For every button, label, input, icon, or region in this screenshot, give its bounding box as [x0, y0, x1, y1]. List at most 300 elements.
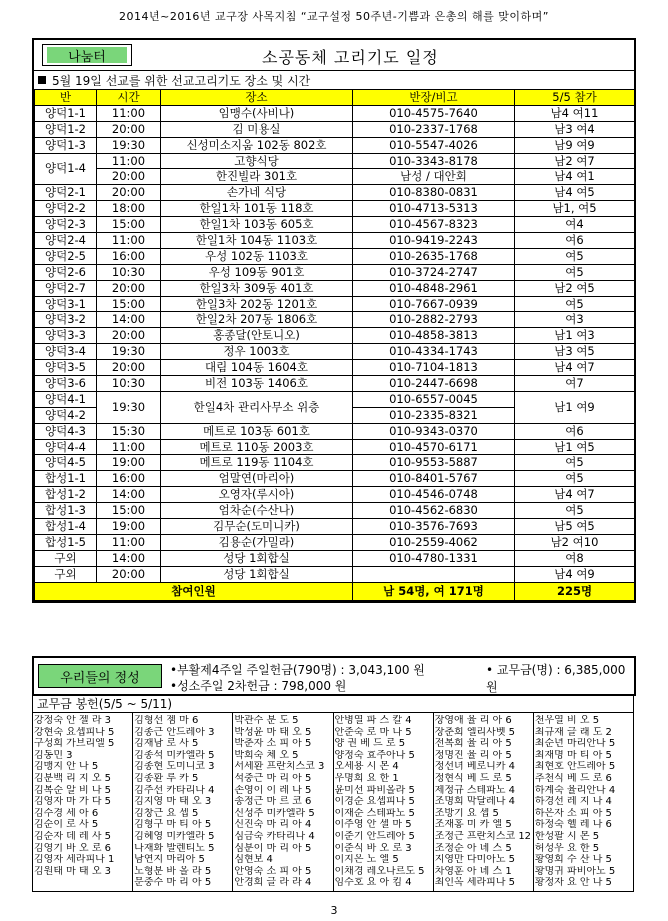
table-row	[35, 519, 635, 535]
donation-column	[233, 713, 333, 891]
table-cell: 엄말연(마리아)	[161, 471, 353, 487]
donor-entry: 김주선 카타리나 4	[134, 784, 215, 796]
table-cell: 010-2882-2793	[353, 312, 515, 328]
schedule-table	[34, 89, 635, 601]
table-footer-row	[35, 582, 635, 600]
table-row	[35, 503, 635, 519]
table-row	[35, 264, 635, 280]
table-cell: 20:00	[97, 360, 161, 376]
donor-entry: 김종근 안드레아 3	[134, 726, 215, 738]
donor-entry: 양 권 베 드 로 5	[334, 738, 406, 750]
donor-entry: 최규재 글 래 도 2	[534, 726, 612, 738]
table-cell: 양덕3-1	[35, 296, 97, 312]
table-cell: 20:00	[97, 328, 161, 344]
table-cell: 20:00	[97, 566, 161, 582]
table-cell: 010-9343-0370	[353, 423, 515, 439]
table-cell: 010-4713-5313	[353, 201, 515, 217]
table-cell: 남9 여9	[515, 137, 635, 153]
table-cell: 19:00	[97, 455, 161, 471]
offering-line: •성소주일 2차헌금 : 798,000 원	[170, 679, 347, 693]
table-cell: 010-2559-4062	[353, 534, 515, 550]
table-row	[35, 137, 635, 153]
col-header: 시간	[97, 90, 161, 106]
table-cell: 여5	[515, 455, 635, 471]
donor-entry: 정선녀 베로니카 4	[434, 761, 516, 773]
table-cell: 010-3724-2747	[353, 264, 515, 280]
donation-column	[434, 713, 534, 891]
donation-column	[33, 713, 133, 891]
subtitle	[34, 70, 634, 89]
table-row	[35, 487, 635, 503]
section-tag	[42, 44, 132, 66]
donor-entry: 김원태 마 태 오 3	[34, 865, 112, 877]
table-cell: 010-3343-8178	[353, 153, 515, 169]
table-cell: 한일2차 207동 1806호	[161, 312, 353, 328]
donor-entry: 심금숙 카타리나 4	[234, 830, 315, 842]
footer-total: 225명	[515, 582, 635, 600]
table-row	[35, 121, 635, 137]
table-cell: 남2 여10	[515, 534, 635, 550]
table-cell: 010-2447-6698	[353, 376, 515, 392]
table-cell: 남4 여7	[515, 360, 635, 376]
table-cell: 남4 여1	[515, 169, 635, 185]
table-cell: 15:00	[97, 296, 161, 312]
table-cell: 남1, 여5	[515, 201, 635, 217]
table-cell: 양덕4-2	[35, 407, 97, 423]
table-cell: 양덕3-6	[35, 376, 97, 392]
table-row	[35, 360, 635, 376]
table-cell: 오영자(루시아)	[161, 487, 353, 503]
donor-entry: 김수경 세 아 6	[34, 807, 99, 819]
donor-entry: 황영희 수 산 나 5	[534, 854, 612, 866]
table-cell: 임맹수(사비나)	[161, 105, 353, 121]
table-cell: 여6	[515, 233, 635, 249]
col-header: 반	[35, 90, 97, 106]
table-cell: 010-4567-8323	[353, 217, 515, 233]
table-cell: 15:30	[97, 423, 161, 439]
donor-entry: 김종환 루 카 5	[134, 772, 199, 784]
donor-entry: 박성윤 마 태 오 5	[234, 726, 312, 738]
table-cell: 손가네 식당	[161, 185, 353, 201]
table-cell: 양덕2-6	[35, 264, 97, 280]
table-cell: 010-2635-1768	[353, 248, 515, 264]
table-cell: 우성 102동 1103호	[161, 248, 353, 264]
table-cell: 11:00	[97, 153, 161, 169]
table-cell: 남4 여11	[515, 105, 635, 121]
table-row	[35, 201, 635, 217]
table-cell: 010-8401-5767	[353, 471, 515, 487]
donor-entry: 하계숙 율리안나 4	[534, 784, 616, 796]
table-cell: 고향식당	[161, 153, 353, 169]
table-row	[35, 153, 635, 169]
table-cell: 양덕1-1	[35, 105, 97, 121]
table-cell: 16:00	[97, 471, 161, 487]
donor-entry: 김순자 데 레 사 5	[34, 830, 112, 842]
donor-entry: 임수호 요 아 킴 4	[334, 877, 412, 889]
table-cell: 010-4848-2961	[353, 280, 515, 296]
donor-entry: 안병열 파 스 칼 4	[334, 715, 412, 726]
table-cell: 구외	[35, 566, 97, 582]
table-cell: 14:00	[97, 312, 161, 328]
table-row	[35, 312, 635, 328]
col-header: 5/5 참가	[515, 90, 635, 106]
donor-entry: 전복희 율 리 아 5	[434, 738, 512, 750]
table-cell: 메트로 103동 601호	[161, 423, 353, 439]
table-row	[35, 344, 635, 360]
donor-entry: 하경선 레 지 나 4	[534, 796, 612, 808]
table-cell: 남1 여9	[515, 391, 635, 423]
table-cell: 010-2337-1768	[353, 121, 515, 137]
donor-entry: 김창근 요 셉 5	[134, 807, 199, 819]
donor-entry: 최순년 마리안나 5	[534, 738, 616, 750]
square-bullet-icon	[38, 76, 46, 84]
donor-entry: 신진숙 마 리 아 4	[234, 819, 312, 831]
table-cell: 신성미소지움 102동 802호	[161, 137, 353, 153]
table-cell: 양덕4-4	[35, 439, 97, 455]
table-cell: 여5	[515, 503, 635, 519]
donor-entry: 장춘희 엘리사벳 5	[434, 726, 516, 738]
donor-entry: 장영애 율 리 아 6	[434, 715, 512, 726]
table-cell: 14:00	[97, 550, 161, 566]
donor-entry: 안준숙 로 마 나 5	[334, 726, 412, 738]
offering-tag: 우리들의 정성	[38, 664, 162, 688]
donor-entry: 이준기 안드레아 5	[334, 830, 415, 842]
table-cell: 010-6557-0045	[353, 391, 515, 407]
donor-entry: 황명귀 파비아노 5	[534, 865, 616, 877]
offering-box	[32, 656, 636, 696]
col-header: 반장/비고	[353, 90, 515, 106]
table-cell: 남3 여5	[515, 344, 635, 360]
table-cell: 비전 103동 1406호	[161, 376, 353, 392]
donor-entry: 김영자 마 가 다 5	[34, 796, 112, 808]
table-cell: 여5	[515, 471, 635, 487]
donor-entry: 천우열 비 오 5	[534, 715, 600, 726]
table-cell: 15:00	[97, 503, 161, 519]
table-cell: 한일1차 104동 1103호	[161, 233, 353, 249]
donor-entry: 김형선 젬 마 6	[134, 715, 199, 726]
table-cell: 010-7667-0939	[353, 296, 515, 312]
donor-entry: 이채경 레오나르도 5	[334, 865, 425, 877]
table-cell: 성당 1회합실	[161, 566, 353, 582]
donor-entry: 양정숙 효주아나 5	[334, 749, 415, 761]
table-cell: 한일3차 309동 401호	[161, 280, 353, 296]
table-cell: 19:30	[97, 137, 161, 153]
donor-entry: 김복순 알 비 나 5	[34, 784, 112, 796]
table-row	[35, 296, 635, 312]
table-cell: 19:30	[97, 391, 161, 423]
table-cell: 양덕2-1	[35, 185, 97, 201]
table-row	[35, 566, 635, 582]
table-cell: 양덕1-3	[35, 137, 97, 153]
donor-entry: 구성희 가브리엘 5	[34, 738, 115, 750]
donor-entry: 이주영 안 셀 마 5	[334, 819, 412, 831]
col-header: 장소	[161, 90, 353, 106]
table-cell: 한일4차 관리사무소 위층	[161, 391, 353, 423]
table-cell: 남2 여5	[515, 280, 635, 296]
table-cell: 성당 1회합실	[161, 550, 353, 566]
table-row	[35, 185, 635, 201]
donor-entry: 이재순 스테파노 5	[334, 807, 415, 819]
donor-entry: 강현숙 요셉피나 5	[34, 726, 115, 738]
section-header	[34, 40, 634, 70]
donor-entry: 최인옥 세라피나 5	[434, 877, 516, 889]
donor-entry: 김영자 세라피나 1	[34, 854, 115, 866]
table-cell: 우성 109동 901호	[161, 264, 353, 280]
donor-entry: 서세환 프란치스코 3	[234, 761, 325, 773]
donor-entry: 최재명 마 티 아 5	[534, 749, 612, 761]
table-cell: 남4 여9	[515, 566, 635, 582]
table-row	[35, 280, 635, 296]
table-cell: 010-2335-8321	[353, 407, 515, 423]
table-cell: 남성 / 대안회	[353, 169, 515, 185]
table-cell: 11:00	[97, 534, 161, 550]
donation-columns	[33, 713, 633, 891]
table-cell: 엄차순(수산나)	[161, 503, 353, 519]
table-cell: 한일1차 103동 605호	[161, 217, 353, 233]
table-cell: 메트로 110동 2003호	[161, 439, 353, 455]
donor-entry: 추천식 베 드 로 6	[534, 772, 612, 784]
donor-entry: 이경순 요셉피나 5	[334, 796, 415, 808]
donor-entry: 신성주 미카엘라 5	[234, 807, 315, 819]
offering-line: • 교무금(명) : 6,385,000 원	[486, 663, 626, 694]
donor-entry: 김지영 마 태 오 3	[134, 796, 212, 808]
footer-count: 남 54명, 여 171명	[353, 582, 515, 600]
donor-entry: 김분백 리 지 오 5	[34, 772, 112, 784]
donor-entry: 심현보 4	[234, 854, 273, 866]
table-cell: 010-4570-6171	[353, 439, 515, 455]
donor-entry: 송정근 마 르 코 6	[234, 796, 312, 808]
table-cell: 여5	[515, 248, 635, 264]
table-cell: 여5	[515, 296, 635, 312]
donor-entry: 최현호 안드레아 5	[534, 761, 616, 773]
table-cell: 010-4780-1331	[353, 550, 515, 566]
donor-entry: 김순이 로 사 5	[34, 819, 99, 831]
donor-entry: 조정근 프란치스코 12	[434, 830, 532, 842]
donor-entry: 정현식 베 드 로 5	[434, 772, 512, 784]
table-cell: 양덕4-5	[35, 455, 97, 471]
table-row	[35, 233, 635, 249]
table-cell: 양덕2-5	[35, 248, 97, 264]
donor-entry: 심분이 마 리 아 5	[234, 842, 312, 854]
table-row	[35, 248, 635, 264]
donor-entry: 황정자 요 안 나 5	[534, 877, 612, 889]
table-cell: 합성1-4	[35, 519, 97, 535]
donor-entry: 남연지 마리아 5	[134, 854, 205, 866]
table-cell: 남1 여5	[515, 439, 635, 455]
table-cell: 남1 여3	[515, 328, 635, 344]
table-cell: 010-4575-7640	[353, 105, 515, 121]
donor-entry: 윤미선 파비올라 5	[334, 784, 415, 796]
table-row	[35, 105, 635, 121]
section-tag-label: 나눔터	[47, 47, 127, 63]
table-cell: 정우 1003호	[161, 344, 353, 360]
table-cell: 여7	[515, 376, 635, 392]
donor-entry: 김혜영 미카엘라 5	[134, 830, 215, 842]
table-cell: 여4	[515, 217, 635, 233]
donor-entry: 조방기 요 셉 5	[434, 807, 499, 819]
table-cell: 합성1-3	[35, 503, 97, 519]
table-cell: 010-3576-7693	[353, 519, 515, 535]
donor-entry: 하정숙 헬 레 나 6	[534, 819, 612, 831]
table-cell: 구외	[35, 550, 97, 566]
donor-entry: 김동민 3	[34, 749, 73, 761]
table-cell: 010-9553-5887	[353, 455, 515, 471]
table-cell: 19:00	[97, 519, 161, 535]
table-cell: 양덕3-2	[35, 312, 97, 328]
table-cell: 여5	[515, 264, 635, 280]
offering-line: •부활제4주일 주일헌금(790명) : 3,043,100 원	[170, 663, 425, 677]
table-row	[35, 471, 635, 487]
table-row	[35, 328, 635, 344]
table-cell: 한일1차 101동 118호	[161, 201, 353, 217]
table-cell: 18:00	[97, 201, 161, 217]
table-cell: 11:00	[97, 233, 161, 249]
donation-title: 교무금 봉헌(5/5 ~ 5/11)	[33, 695, 633, 713]
donor-entry: 이준식 바 오 로 3	[334, 842, 412, 854]
table-cell: 양덕4-1	[35, 391, 97, 407]
table-cell: 010-4546-0748	[353, 487, 515, 503]
table-cell: 남3 여4	[515, 121, 635, 137]
donor-entry: 제정규 스테파노 4	[434, 784, 516, 796]
table-cell: 양덕2-3	[35, 217, 97, 233]
table-cell	[353, 566, 515, 582]
table-cell: 메트로 119동 1104호	[161, 455, 353, 471]
table-row	[35, 534, 635, 550]
donor-entry: 하은자 소 피 아 5	[534, 807, 612, 819]
table-cell: 여6	[515, 423, 635, 439]
donation-box	[32, 694, 634, 892]
table-cell: 여3	[515, 312, 635, 328]
table-row	[35, 455, 635, 471]
page-title: 소공동체 고리기도 일정	[262, 48, 439, 67]
table-cell: 김용순(가밀라)	[161, 534, 353, 550]
table-cell: 양덕3-4	[35, 344, 97, 360]
table-cell: 양덕2-2	[35, 201, 97, 217]
donor-entry: 오세용 시 몬 4	[334, 761, 399, 773]
table-row	[35, 439, 635, 455]
donor-entry: 박관수 분 도 5	[234, 715, 299, 726]
table-row	[35, 169, 635, 185]
table-cell: 11:00	[97, 105, 161, 121]
donation-column	[133, 713, 233, 891]
table-cell: 합성1-2	[35, 487, 97, 503]
donor-entry: 조정순 아 녜 스 5	[434, 842, 512, 854]
table-cell: 홍종달(안토니오)	[161, 328, 353, 344]
table-cell: 20:00	[97, 185, 161, 201]
table-cell: 남4 여7	[515, 487, 635, 503]
donor-entry: 정명진 율 리 아 5	[434, 749, 512, 761]
table-row	[35, 391, 635, 407]
donor-entry: 이지은 노 엘 5	[334, 854, 399, 866]
donor-entry: 김종석 미카엘라 5	[134, 749, 215, 761]
donor-entry: 김형구 마 티 아 5	[134, 819, 212, 831]
table-cell: 14:00	[97, 487, 161, 503]
donor-entry: 박희숙 체 오 5	[234, 749, 299, 761]
top-banner: 2014년~2016년 교구장 사목지침 “교구설정 50주년-기쁨과 은총의 해를 맞이하며”	[119, 10, 549, 23]
table-cell: 양덕2-7	[35, 280, 97, 296]
table-cell: 양덕1-2	[35, 121, 97, 137]
table-cell: 20:00	[97, 280, 161, 296]
table-cell: 16:00	[97, 248, 161, 264]
table-cell: 010-5547-4026	[353, 137, 515, 153]
donor-entry: 안영숙 소 피 아 5	[234, 865, 312, 877]
donor-entry: 문중수 마 리 아 5	[134, 877, 212, 889]
table-cell: 010-9419-2243	[353, 233, 515, 249]
table-cell: 한진빌라 301호	[161, 169, 353, 185]
donation-column	[534, 713, 633, 891]
donor-entry: 석중근 마 리 아 5	[234, 772, 312, 784]
table-cell: 양덕3-5	[35, 360, 97, 376]
table-cell: 19:30	[97, 344, 161, 360]
table-cell: 15:00	[97, 217, 161, 233]
donor-entry: 김재남 로 사 5	[134, 738, 199, 750]
table-row	[35, 217, 635, 233]
table-cell: 010-4562-6830	[353, 503, 515, 519]
table-cell: 20:00	[97, 169, 161, 185]
table-cell: 양덕3-3	[35, 328, 97, 344]
table-cell: 남5 여5	[515, 519, 635, 535]
donor-entry: 지영만 다미아노 5	[434, 854, 516, 866]
donor-entry: 강정숙 안 젤 라 3	[34, 715, 112, 726]
table-cell: 김 미용실	[161, 121, 353, 137]
schedule-frame	[32, 38, 636, 603]
donor-entry: 김종현 도미니코 3	[134, 761, 215, 773]
table-cell: 남4 여5	[515, 185, 635, 201]
table-cell: 여8	[515, 550, 635, 566]
table-cell: 김무순(도미니카)	[161, 519, 353, 535]
donor-entry: 노형분 바 올 라 5	[134, 865, 212, 877]
table-cell: 합성1-1	[35, 471, 97, 487]
donor-entry: 손영이 이 레 나 5	[234, 784, 312, 796]
table-row	[35, 423, 635, 439]
table-header-row	[35, 90, 635, 106]
table-cell: 010-7104-1813	[353, 360, 515, 376]
table-cell: 20:00	[97, 121, 161, 137]
table-cell: 양덕1-4	[35, 153, 97, 185]
table-cell: 양덕4-3	[35, 423, 97, 439]
donor-entry: 조명희 막달레나 4	[434, 796, 516, 808]
table-row	[35, 550, 635, 566]
table-cell: 남2 여7	[515, 153, 635, 169]
table-cell: 010-4858-3813	[353, 328, 515, 344]
donor-entry: 김맹지 안 나 5	[34, 761, 99, 773]
donation-column	[334, 713, 434, 891]
subtitle-text: 5월 19일 선교를 위한 선교고리기도 장소 및 시간	[52, 73, 311, 88]
table-cell: 010-4334-1743	[353, 344, 515, 360]
footer-label: 참여인원	[35, 582, 353, 600]
page-number: 3	[330, 904, 338, 917]
schedule-body	[35, 105, 635, 582]
donor-entry: 나재화 발렌티노 5	[134, 842, 215, 854]
table-row	[35, 376, 635, 392]
table-cell: 합성1-5	[35, 534, 97, 550]
donor-entry: 한성팔 시 몬 5	[534, 830, 600, 842]
table-cell: 010-8380-0831	[353, 185, 515, 201]
table-cell: 한일3차 202동 1201호	[161, 296, 353, 312]
table-cell: 11:00	[97, 439, 161, 455]
donor-entry: 허성우 요 한 5	[534, 842, 600, 854]
donor-entry: 우명희 요 한 1	[334, 772, 399, 784]
donor-entry: 안경희 글 라 라 4	[234, 877, 312, 889]
table-cell: 10:30	[97, 264, 161, 280]
donor-entry: 차영훈 아 녜 스 1	[434, 865, 512, 877]
table-cell: 양덕2-4	[35, 233, 97, 249]
donor-entry: 조재홍 미 카 엘 5	[434, 819, 512, 831]
donor-entry: 김영기 바 오 로 6	[34, 842, 112, 854]
table-cell: 대림 104동 1604호	[161, 360, 353, 376]
table-cell: 10:30	[97, 376, 161, 392]
donor-entry: 박춘자 소 피 아 5	[234, 738, 312, 750]
